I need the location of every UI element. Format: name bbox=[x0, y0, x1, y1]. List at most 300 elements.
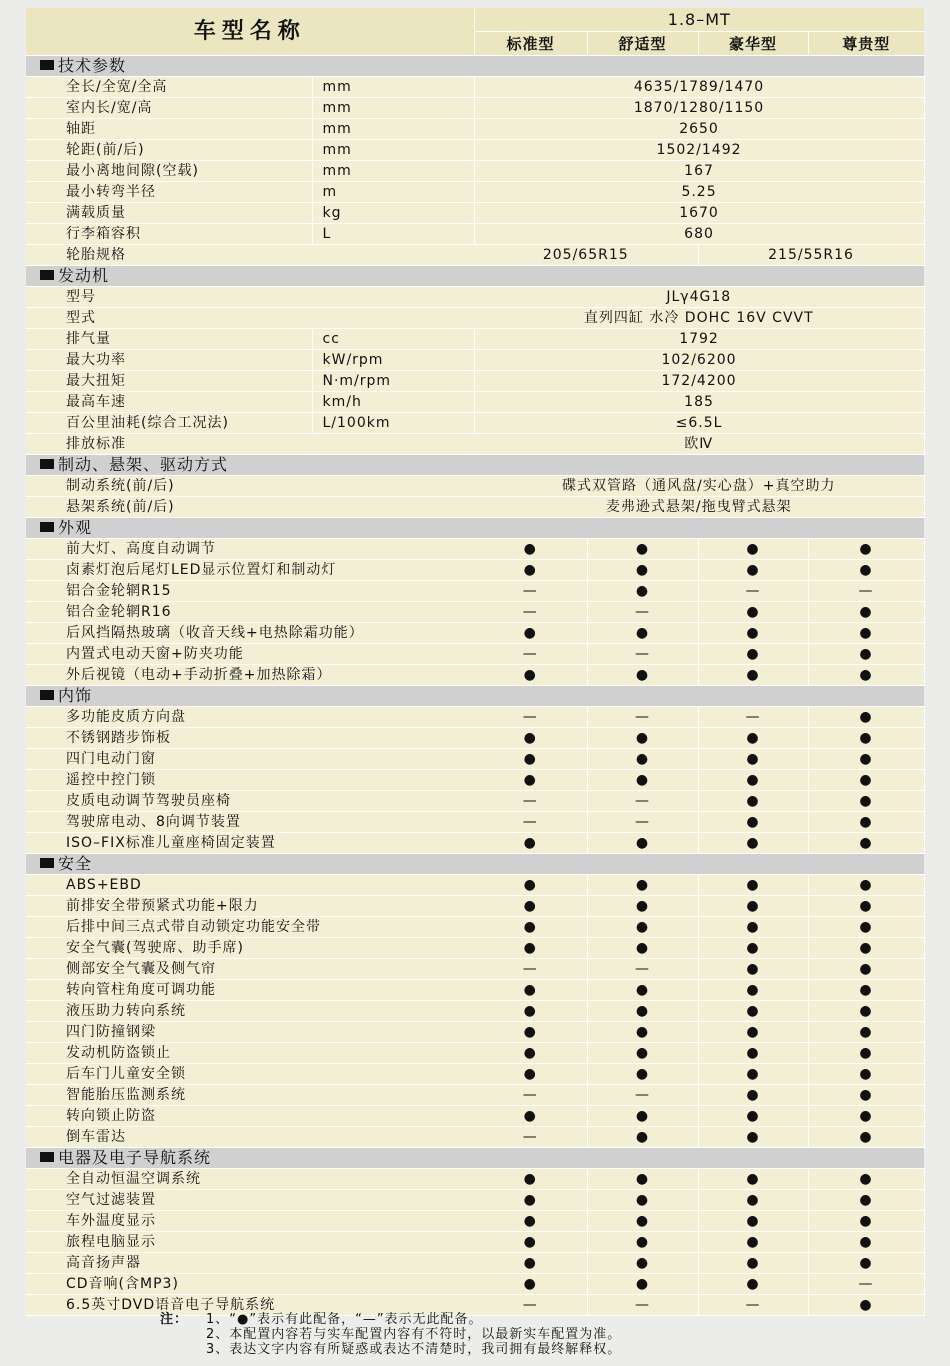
feature-name: 转向锁止防盗 bbox=[26, 1106, 474, 1127]
feature-availability: ● bbox=[698, 602, 808, 623]
feature-availability: ● bbox=[587, 770, 698, 791]
feature-availability: ● bbox=[808, 812, 924, 833]
feature-availability: ● bbox=[474, 833, 587, 854]
section-title bbox=[26, 686, 924, 707]
feature-availability: ● bbox=[698, 1190, 808, 1211]
section-header bbox=[26, 266, 924, 287]
spec-row bbox=[26, 875, 924, 896]
feature-availability: ● bbox=[808, 917, 924, 938]
feature-availability: — bbox=[474, 581, 587, 602]
spec-row bbox=[26, 728, 924, 749]
section-header bbox=[26, 455, 924, 476]
feature-availability: ● bbox=[808, 1295, 924, 1316]
feature-availability: ● bbox=[587, 1232, 698, 1253]
feature-availability: ● bbox=[587, 875, 698, 896]
feature-availability: ● bbox=[587, 833, 698, 854]
feature-availability: ● bbox=[698, 1106, 808, 1127]
spec-value: JLγ4G18 bbox=[474, 287, 924, 308]
spec-row bbox=[26, 917, 924, 938]
feature-availability: ● bbox=[808, 560, 924, 581]
feature-availability: ● bbox=[587, 1274, 698, 1295]
feature-availability: ● bbox=[698, 539, 808, 560]
spec-name: 百公里油耗(综合工况法) bbox=[26, 413, 312, 434]
feature-availability: ● bbox=[808, 644, 924, 665]
feature-availability: ● bbox=[587, 1043, 698, 1064]
spec-unit: mm bbox=[312, 98, 474, 119]
feature-availability: ● bbox=[808, 1169, 924, 1190]
spec-name: 排气量 bbox=[26, 329, 312, 350]
spec-row bbox=[26, 1127, 924, 1148]
feature-availability: ● bbox=[587, 896, 698, 917]
feature-availability: ● bbox=[808, 833, 924, 854]
variant-luxury: 豪华型 bbox=[698, 32, 808, 56]
feature-availability: ● bbox=[808, 602, 924, 623]
spec-row bbox=[26, 140, 924, 161]
spec-row bbox=[26, 1106, 924, 1127]
spec-row bbox=[26, 245, 924, 266]
spec-row bbox=[26, 287, 924, 308]
feature-availability: ● bbox=[698, 1064, 808, 1085]
spec-row bbox=[26, 434, 924, 455]
spec-table bbox=[26, 8, 925, 1316]
spec-row bbox=[26, 119, 924, 140]
spec-row bbox=[26, 602, 924, 623]
feature-availability: — bbox=[698, 1295, 808, 1316]
feature-name: 后车门儿童安全锁 bbox=[26, 1064, 474, 1085]
feature-availability: — bbox=[474, 959, 587, 980]
feature-availability: ● bbox=[474, 1022, 587, 1043]
feature-availability: ● bbox=[808, 1190, 924, 1211]
feature-availability: ● bbox=[474, 1253, 587, 1274]
spec-name: 悬架系统(前/后) bbox=[26, 497, 474, 518]
spec-name: 满载质量 bbox=[26, 203, 312, 224]
spec-value: 1670 bbox=[474, 203, 924, 224]
feature-availability: — bbox=[474, 812, 587, 833]
feature-name: 智能胎压监测系统 bbox=[26, 1085, 474, 1106]
spec-row bbox=[26, 812, 924, 833]
feature-availability: ● bbox=[474, 1169, 587, 1190]
feature-availability: ● bbox=[587, 1253, 698, 1274]
spec-row bbox=[26, 539, 924, 560]
feature-name: 倒车雷达 bbox=[26, 1127, 474, 1148]
feature-availability: ● bbox=[698, 896, 808, 917]
spec-value: 167 bbox=[474, 161, 924, 182]
feature-availability: ● bbox=[587, 938, 698, 959]
feature-availability: ● bbox=[808, 1127, 924, 1148]
feature-availability: ● bbox=[808, 1064, 924, 1085]
feature-availability: ● bbox=[474, 896, 587, 917]
spec-row bbox=[26, 203, 924, 224]
footnote-line bbox=[160, 1312, 621, 1327]
feature-availability: ● bbox=[587, 728, 698, 749]
section-title bbox=[26, 1148, 924, 1169]
feature-name: 全自动恒温空调系统 bbox=[26, 1169, 474, 1190]
feature-availability: ● bbox=[698, 1253, 808, 1274]
feature-availability: ● bbox=[474, 1190, 587, 1211]
feature-availability: ● bbox=[698, 791, 808, 812]
spec-unit: mm bbox=[312, 119, 474, 140]
feature-availability: — bbox=[587, 812, 698, 833]
feature-availability: ● bbox=[698, 665, 808, 686]
feature-availability: ● bbox=[698, 1169, 808, 1190]
spec-row bbox=[26, 1043, 924, 1064]
feature-name: 旅程电脑显示 bbox=[26, 1232, 474, 1253]
spec-value: 1502/1492 bbox=[474, 140, 924, 161]
feature-availability: — bbox=[698, 581, 808, 602]
feature-availability: ● bbox=[808, 938, 924, 959]
spec-name: 轮距(前/后) bbox=[26, 140, 312, 161]
feature-availability: — bbox=[474, 707, 587, 728]
feature-availability: ● bbox=[698, 1085, 808, 1106]
header-row-top bbox=[26, 8, 924, 32]
spec-name: 轮胎规格 bbox=[26, 245, 474, 266]
feature-name: 四门防撞钢梁 bbox=[26, 1022, 474, 1043]
spec-row bbox=[26, 581, 924, 602]
feature-name: 6.5英寸DVD语音电子导航系统 bbox=[26, 1295, 474, 1316]
section-square-icon bbox=[40, 858, 54, 868]
feature-availability: ● bbox=[474, 539, 587, 560]
spec-unit: mm bbox=[312, 161, 474, 182]
feature-name: 多功能皮质方向盘 bbox=[26, 707, 474, 728]
section-square-icon bbox=[40, 60, 54, 70]
spec-name: 最大扭矩 bbox=[26, 371, 312, 392]
feature-name: 前排安全带预紧式功能+限力 bbox=[26, 896, 474, 917]
feature-name: 驾驶席电动、8向调节装置 bbox=[26, 812, 474, 833]
feature-name: 内置式电动天窗+防夹功能 bbox=[26, 644, 474, 665]
feature-availability: ● bbox=[808, 959, 924, 980]
feature-availability: ● bbox=[698, 1043, 808, 1064]
spec-name: 制动系统(前/后) bbox=[26, 476, 474, 497]
footnotes bbox=[160, 1312, 621, 1357]
feature-availability: — bbox=[587, 959, 698, 980]
feature-availability: ● bbox=[587, 560, 698, 581]
feature-availability: ● bbox=[474, 1232, 587, 1253]
feature-availability: ● bbox=[808, 980, 924, 1001]
feature-availability: — bbox=[587, 791, 698, 812]
variant-comfort: 舒适型 bbox=[587, 32, 698, 56]
footnote-1: 1、“●”表示有此配备，“—”表示无此配备。 bbox=[206, 1312, 483, 1327]
feature-availability: ● bbox=[474, 1064, 587, 1085]
feature-availability: ● bbox=[587, 1064, 698, 1085]
section-title bbox=[26, 854, 924, 875]
section-header bbox=[26, 1148, 924, 1169]
feature-availability: ● bbox=[698, 938, 808, 959]
spec-unit: kg bbox=[312, 203, 474, 224]
feature-availability: — bbox=[587, 1295, 698, 1316]
feature-availability: ● bbox=[808, 875, 924, 896]
feature-name: 遥控中控门锁 bbox=[26, 770, 474, 791]
feature-name: 四门电动门窗 bbox=[26, 749, 474, 770]
spec-row bbox=[26, 1085, 924, 1106]
feature-availability: ● bbox=[474, 770, 587, 791]
spec-row bbox=[26, 224, 924, 245]
feature-availability: — bbox=[474, 644, 587, 665]
spec-row bbox=[26, 161, 924, 182]
spec-name: 行李箱容积 bbox=[26, 224, 312, 245]
feature-availability: ● bbox=[698, 917, 808, 938]
feature-availability: ● bbox=[808, 1106, 924, 1127]
section-title bbox=[26, 266, 924, 287]
feature-availability: ● bbox=[808, 749, 924, 770]
feature-availability: ● bbox=[698, 1127, 808, 1148]
spec-row bbox=[26, 329, 924, 350]
feature-availability: ● bbox=[474, 1274, 587, 1295]
feature-availability: ● bbox=[808, 770, 924, 791]
feature-availability: ● bbox=[808, 707, 924, 728]
feature-availability: ● bbox=[808, 1232, 924, 1253]
feature-availability: ● bbox=[474, 560, 587, 581]
model-name-title: 车型名称 bbox=[26, 8, 474, 56]
spec-value: 麦弗逊式悬架/拖曳臂式悬架 bbox=[474, 497, 924, 518]
feature-name: ABS+EBD bbox=[26, 875, 474, 896]
spec-value: 1792 bbox=[474, 329, 924, 350]
feature-availability: ● bbox=[698, 1211, 808, 1232]
section-title-text: 电器及电子导航系统 bbox=[58, 1148, 212, 1167]
feature-availability: ● bbox=[587, 665, 698, 686]
feature-availability: ● bbox=[808, 1001, 924, 1022]
spec-row bbox=[26, 749, 924, 770]
spec-row bbox=[26, 1064, 924, 1085]
feature-name: 皮质电动调节驾驶员座椅 bbox=[26, 791, 474, 812]
variant-premium: 尊贵型 bbox=[808, 32, 924, 56]
feature-availability: — bbox=[808, 581, 924, 602]
feature-availability: ● bbox=[587, 581, 698, 602]
feature-name: 后排中间三点式带自动锁定功能安全带 bbox=[26, 917, 474, 938]
spec-unit: km/h bbox=[312, 392, 474, 413]
spec-name: 最小离地间隙(空载) bbox=[26, 161, 312, 182]
spec-name: 室内长/宽/高 bbox=[26, 98, 312, 119]
feature-availability: ● bbox=[698, 770, 808, 791]
feature-availability: ● bbox=[808, 1043, 924, 1064]
spec-row bbox=[26, 791, 924, 812]
section-square-icon bbox=[40, 270, 54, 280]
feature-availability: ● bbox=[808, 623, 924, 644]
feature-availability: ● bbox=[698, 833, 808, 854]
spec-row bbox=[26, 707, 924, 728]
feature-availability: ● bbox=[808, 1022, 924, 1043]
section-square-icon bbox=[40, 1152, 54, 1162]
feature-availability: ● bbox=[698, 1022, 808, 1043]
spec-unit: cc bbox=[312, 329, 474, 350]
feature-name: 前大灯、高度自动调节 bbox=[26, 539, 474, 560]
feature-availability: — bbox=[474, 1085, 587, 1106]
feature-name: 安全气囊(驾驶席、助手席) bbox=[26, 938, 474, 959]
feature-availability: ● bbox=[587, 1001, 698, 1022]
spec-value: 2650 bbox=[474, 119, 924, 140]
feature-availability: ● bbox=[698, 1232, 808, 1253]
feature-availability: ● bbox=[587, 623, 698, 644]
spec-unit: N·m/rpm bbox=[312, 371, 474, 392]
spec-value: 碟式双管路（通风盘/实心盘）+真空助力 bbox=[474, 476, 924, 497]
spec-value: 215/55R16 bbox=[698, 245, 924, 266]
variant-standard: 标准型 bbox=[474, 32, 587, 56]
feature-availability: ● bbox=[474, 917, 587, 938]
spec-row bbox=[26, 623, 924, 644]
feature-availability: ● bbox=[587, 1190, 698, 1211]
spec-name: 排放标准 bbox=[26, 434, 474, 455]
spec-name: 最小转弯半径 bbox=[26, 182, 312, 203]
spec-name: 最高车速 bbox=[26, 392, 312, 413]
spec-row bbox=[26, 560, 924, 581]
feature-availability: ● bbox=[587, 1022, 698, 1043]
spec-row bbox=[26, 182, 924, 203]
feature-availability: ● bbox=[808, 791, 924, 812]
spec-name: 最大功率 bbox=[26, 350, 312, 371]
feature-availability: — bbox=[587, 1085, 698, 1106]
feature-name: 铝合金轮辋R16 bbox=[26, 602, 474, 623]
spec-row bbox=[26, 665, 924, 686]
feature-availability: ● bbox=[808, 1211, 924, 1232]
feature-availability: ● bbox=[474, 1211, 587, 1232]
spec-value: 185 bbox=[474, 392, 924, 413]
section-title-text: 制动、悬架、驱动方式 bbox=[58, 455, 229, 474]
section-header bbox=[26, 686, 924, 707]
spec-row bbox=[26, 476, 924, 497]
spec-row bbox=[26, 308, 924, 329]
feature-availability: — bbox=[587, 602, 698, 623]
section-title-text: 技术参数 bbox=[58, 56, 127, 75]
spec-row bbox=[26, 1211, 924, 1232]
spec-unit: m bbox=[312, 182, 474, 203]
feature-availability: ● bbox=[474, 875, 587, 896]
spec-value: 205/65R15 bbox=[474, 245, 698, 266]
feature-availability: ● bbox=[808, 665, 924, 686]
feature-availability: ● bbox=[698, 980, 808, 1001]
spec-value: 直列四缸 水冷 DOHC 16V CVVT bbox=[474, 308, 924, 329]
section-title bbox=[26, 455, 924, 476]
feature-availability: ● bbox=[808, 539, 924, 560]
spec-row bbox=[26, 1169, 924, 1190]
feature-availability: ● bbox=[587, 917, 698, 938]
feature-availability: ● bbox=[474, 938, 587, 959]
spec-unit: L/100km bbox=[312, 413, 474, 434]
section-title bbox=[26, 518, 924, 539]
footnote-2: 2、本配置内容若与实车配置内容有不符时，以最新实车配置为准。 bbox=[206, 1327, 622, 1342]
feature-availability: ● bbox=[474, 1043, 587, 1064]
feature-availability: ● bbox=[474, 623, 587, 644]
spec-row bbox=[26, 980, 924, 1001]
spec-row bbox=[26, 497, 924, 518]
spec-value: 680 bbox=[474, 224, 924, 245]
spec-name: 轴距 bbox=[26, 119, 312, 140]
spec-row bbox=[26, 1190, 924, 1211]
feature-availability: ● bbox=[474, 728, 587, 749]
spec-row bbox=[26, 833, 924, 854]
section-square-icon bbox=[40, 459, 54, 469]
feature-availability: ● bbox=[587, 1211, 698, 1232]
spec-sheet bbox=[26, 8, 924, 1316]
feature-availability: ● bbox=[474, 980, 587, 1001]
feature-availability: ● bbox=[474, 665, 587, 686]
spec-row bbox=[26, 350, 924, 371]
spec-row bbox=[26, 413, 924, 434]
spec-unit: mm bbox=[312, 140, 474, 161]
feature-availability: ● bbox=[587, 980, 698, 1001]
feature-name: 转向管柱角度可调功能 bbox=[26, 980, 474, 1001]
feature-availability: ● bbox=[587, 1106, 698, 1127]
spec-value: 102/6200 bbox=[474, 350, 924, 371]
feature-availability: — bbox=[474, 791, 587, 812]
spec-value: ≤6.5L bbox=[474, 413, 924, 434]
notes-label: 注： bbox=[160, 1312, 189, 1327]
section-header bbox=[26, 56, 924, 77]
section-square-icon bbox=[40, 690, 54, 700]
section-header bbox=[26, 518, 924, 539]
section-title-text: 内饰 bbox=[58, 686, 93, 705]
spec-row bbox=[26, 896, 924, 917]
section-title-text: 发动机 bbox=[58, 266, 110, 285]
feature-name: 外后视镜（电动+手动折叠+加热除霜） bbox=[26, 665, 474, 686]
feature-name: 不锈钢踏步饰板 bbox=[26, 728, 474, 749]
spec-row bbox=[26, 938, 924, 959]
feature-availability: ● bbox=[474, 1001, 587, 1022]
spec-row bbox=[26, 1001, 924, 1022]
spec-value: 5.25 bbox=[474, 182, 924, 203]
feature-name: 卤素灯泡后尾灯LED显示位置灯和制动灯 bbox=[26, 560, 474, 581]
feature-availability: ● bbox=[698, 623, 808, 644]
feature-availability: ● bbox=[698, 560, 808, 581]
footnote-3: 3、表达文字内容有所疑惑或表达不清楚时，我司拥有最终解释权。 bbox=[206, 1342, 622, 1357]
feature-availability: ● bbox=[474, 1106, 587, 1127]
feature-availability: — bbox=[587, 644, 698, 665]
feature-availability: ● bbox=[808, 1085, 924, 1106]
spec-row bbox=[26, 1022, 924, 1043]
section-title bbox=[26, 56, 924, 77]
feature-name: 液压助力转向系统 bbox=[26, 1001, 474, 1022]
section-title-text: 安全 bbox=[58, 854, 93, 873]
feature-availability: ● bbox=[698, 644, 808, 665]
feature-name: 高音扬声器 bbox=[26, 1253, 474, 1274]
feature-name: CD音响(含MP3) bbox=[26, 1274, 474, 1295]
feature-availability: — bbox=[587, 707, 698, 728]
feature-availability: ● bbox=[698, 1001, 808, 1022]
feature-availability: — bbox=[808, 1274, 924, 1295]
feature-name: ISO–FIX标准儿童座椅固定装置 bbox=[26, 833, 474, 854]
spec-value: 1870/1280/1150 bbox=[474, 98, 924, 119]
spec-value: 4635/1789/1470 bbox=[474, 77, 924, 98]
feature-availability: ● bbox=[698, 749, 808, 770]
section-title-text: 外观 bbox=[58, 518, 93, 537]
feature-availability: — bbox=[474, 602, 587, 623]
feature-availability: ● bbox=[808, 896, 924, 917]
feature-availability: ● bbox=[698, 959, 808, 980]
feature-availability: ● bbox=[587, 749, 698, 770]
section-header bbox=[26, 854, 924, 875]
spec-name: 型式 bbox=[26, 308, 474, 329]
spec-row bbox=[26, 371, 924, 392]
feature-availability: ● bbox=[698, 812, 808, 833]
feature-availability: ● bbox=[698, 1274, 808, 1295]
feature-availability: ● bbox=[808, 728, 924, 749]
spec-name: 型号 bbox=[26, 287, 474, 308]
feature-availability: ● bbox=[474, 749, 587, 770]
trim-label: 1.8–MT bbox=[474, 8, 924, 32]
feature-availability: ● bbox=[587, 1169, 698, 1190]
feature-availability: — bbox=[698, 707, 808, 728]
feature-name: 发动机防盗锁止 bbox=[26, 1043, 474, 1064]
feature-name: 后风挡隔热玻璃（收音天线+电热除霜功能） bbox=[26, 623, 474, 644]
spec-value: 172/4200 bbox=[474, 371, 924, 392]
spec-name: 全长/全宽/全高 bbox=[26, 77, 312, 98]
feature-availability: ● bbox=[698, 875, 808, 896]
spec-row bbox=[26, 77, 924, 98]
section-square-icon bbox=[40, 522, 54, 532]
spec-row bbox=[26, 98, 924, 119]
feature-name: 侧部安全气囊及侧气帘 bbox=[26, 959, 474, 980]
spec-row bbox=[26, 1232, 924, 1253]
spec-row bbox=[26, 644, 924, 665]
spec-unit: mm bbox=[312, 77, 474, 98]
